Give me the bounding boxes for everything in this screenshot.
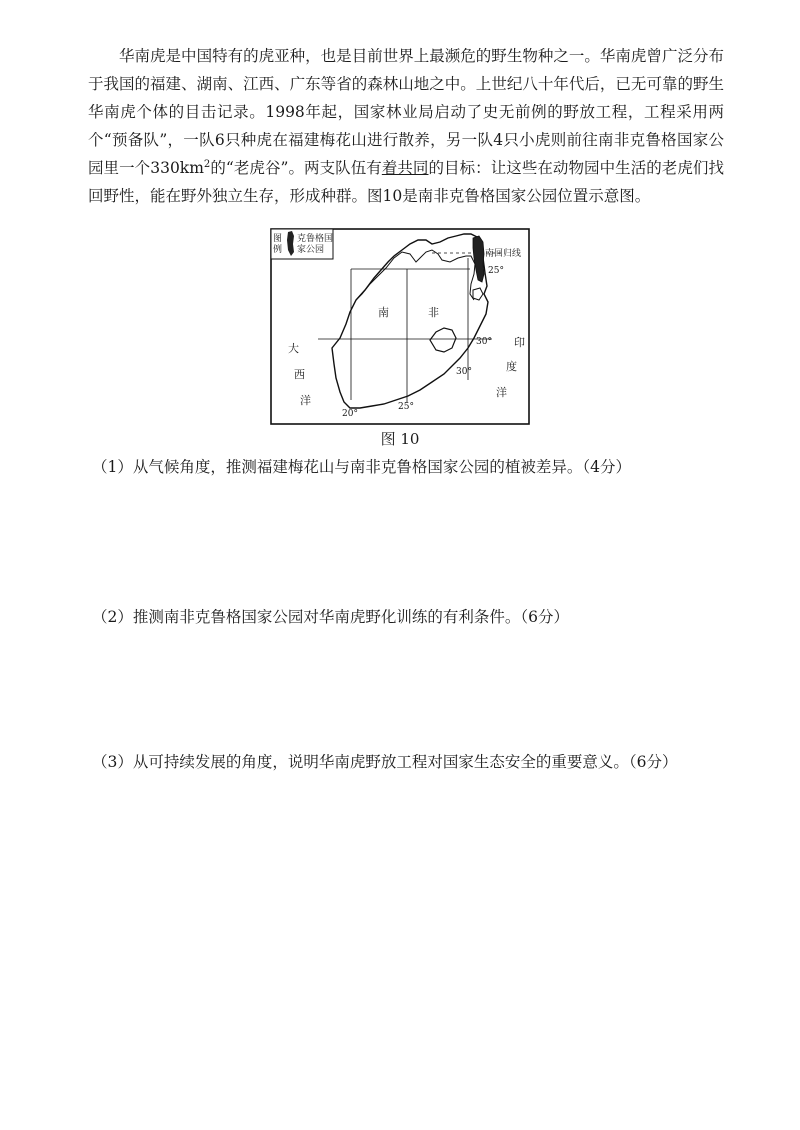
superscript-2: 2 [203,158,211,170]
figure-10-map [270,228,530,425]
lon-30-label: 30° [456,367,472,377]
passage [88,42,724,210]
legend-item-1: 克鲁格国 [297,234,334,244]
indian-label-1: 印 [514,336,525,349]
question-3: （3）从可持续发展的角度，说明华南虎野放工程对国家生态安全的重要意义。（6分） [92,753,678,771]
figure-caption: 图 10 [380,430,420,448]
passage-text-3: 的目标：让这些在动物园中生活的老虎们找回野性，能在野外独立生存，形成种群。图10是南非克鲁格国家公园位置示意图。 [88,159,724,205]
indian-label-2: 度 [506,360,517,373]
legend-title-1: 图 [273,234,283,244]
lat-25-label: 25° [488,266,504,276]
lat-30-label: 30° [476,337,492,347]
passage-text-1: 华南虎是中国特有的虎亚种，也是目前世界上最濒危的野生物种之一。华南虎曾广泛分布于我国的福建、湖南、江西、广东等省的森林山地之中。上世纪八十年代后，已无可靠的野生华南虎个体的目击记录。1998年起，国家林业局启动了史无前例的野放工程，工程采用两个“预备队”，一队6只种虎在福建梅花山进行散养，另一队4只小虎则前往南非克鲁格国家公园里一个330km [88,47,724,177]
map-svg [270,228,530,425]
question-2: （2）推测南非克鲁格国家公园对华南虎野化训练的有利条件。（6分） [92,608,569,626]
country-label-1: 南 [378,306,389,319]
indian-label-3: 洋 [496,386,507,399]
passage-paragraph [88,42,724,210]
atlantic-label-3: 洋 [300,394,311,407]
country-label-2: 非 [428,306,439,319]
atlantic-label-1: 大 [288,342,299,355]
passage-text-2: 的“老虎谷”。两支队伍有 [210,159,382,177]
atlantic-label-2: 西 [294,368,305,381]
question-1: （1）从气候角度，推测福建梅花山与南非克鲁格国家公园的植被差异。（4分） [92,458,631,476]
tropic-label: 南回归线 [485,249,522,259]
lon-25-label: 25° [398,402,414,412]
lon-20-label: 20° [342,409,358,419]
legend-title-2: 例 [273,245,283,255]
legend-item-2: 家公园 [297,245,325,255]
passage-underlined-text: 着共同 [381,159,429,177]
